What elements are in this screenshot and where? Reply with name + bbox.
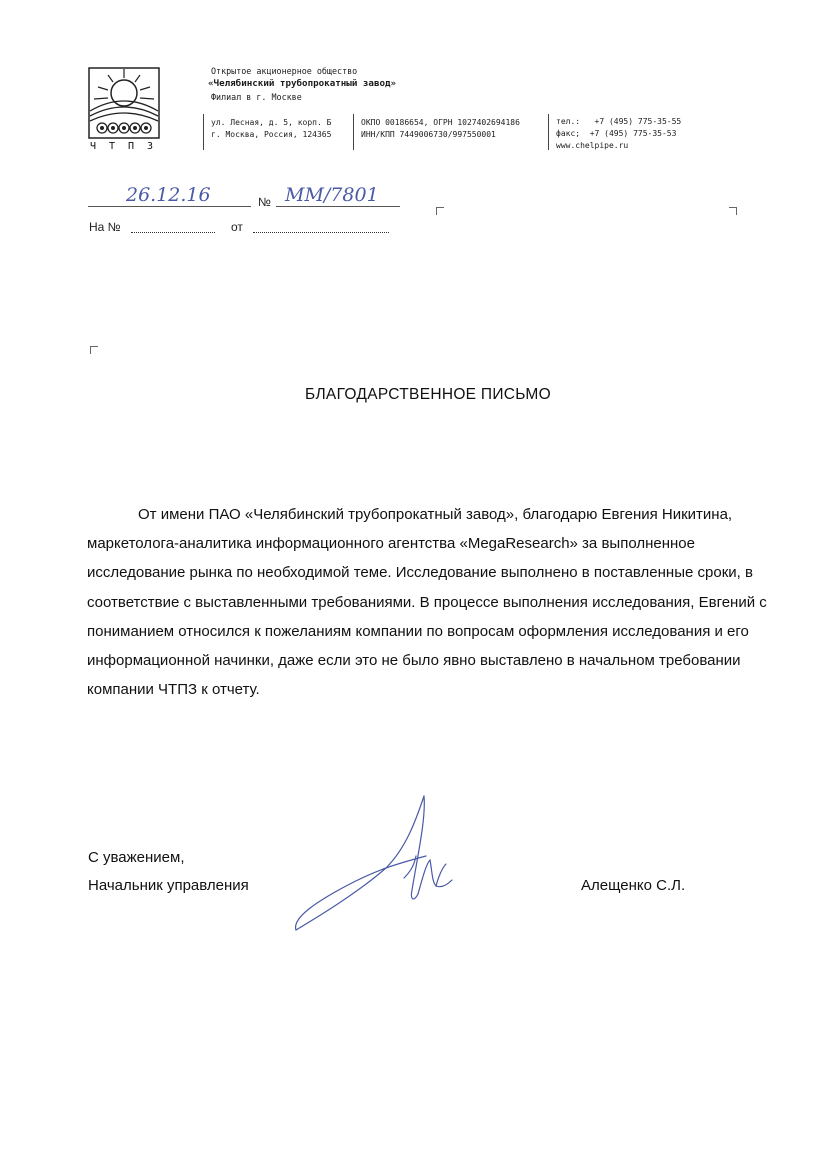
number-underline — [276, 206, 400, 207]
letter-body — [87, 500, 777, 704]
date-handwritten: 26.12.16 — [126, 184, 211, 206]
phone: тел.: +7 (495) 775-35-55 — [556, 117, 682, 126]
fax: факс; +7 (495) 775-35-53 — [556, 129, 677, 138]
from-label: от — [231, 220, 243, 234]
ref-number-line — [131, 232, 215, 233]
corner-mark — [436, 207, 444, 215]
logo-emblem-icon — [88, 67, 160, 139]
header-divider — [353, 114, 354, 150]
website: www.chelpipe.ru — [556, 141, 629, 150]
company-logo — [88, 67, 160, 139]
letter-body-text: От имени ПАО «Челябинский трубопрокатный завод», благодарю Евгения Никитина, маркетолога-аналитика информационного агентства «MegaResearch» за выполненное исследование рынка по необходимой теме. Исследование выполнено в поставленные сроки, в соответствие с выставленными требованиями. В процессе выполнения исследования, Евгений с пониманием относился к пожеланиям компании по вопросам оформления исследования и его информационной начинки, даже если это не было явно выставлено в начальном требовании компании ЧТПЗ к отчету. — [87, 506, 767, 699]
codes-line-2: ИНН/КПП 7449006730/997550001 — [361, 130, 496, 139]
org-branch: Филиал в г. Москве — [211, 92, 302, 102]
handwritten-signature — [286, 790, 466, 940]
signer-name: Алещенко С.Л. — [581, 877, 686, 894]
org-name: «Челябинский трубопрокатный завод» — [208, 78, 397, 89]
number-handwritten: ММ/7801 — [285, 184, 379, 206]
closing: С уважением, — [88, 849, 185, 866]
address-line-1: ул. Лесная, д. 5, корп. Б — [211, 118, 332, 127]
corner-mark — [90, 346, 98, 354]
codes-line-1: ОКПО 00186654, ОГРН 1027402694186 — [361, 118, 520, 127]
address-line-2: г. Москва, Россия, 124365 — [211, 130, 332, 139]
header-divider — [203, 114, 204, 150]
number-label: № — [258, 195, 271, 209]
date-underline — [88, 206, 251, 207]
header-divider — [548, 114, 549, 150]
corner-mark — [729, 207, 737, 215]
org-type: Открытое акционерное общество — [211, 66, 358, 76]
signer-title: Начальник управления — [88, 877, 249, 894]
logo-caption: ЧТПЗ — [90, 141, 167, 152]
ref-date-line — [253, 232, 389, 233]
signature-icon — [286, 790, 466, 940]
letter-title: БЛАГОДАРСТВЕННОЕ ПИСЬМО — [304, 386, 551, 403]
ref-label: На № — [89, 220, 121, 234]
